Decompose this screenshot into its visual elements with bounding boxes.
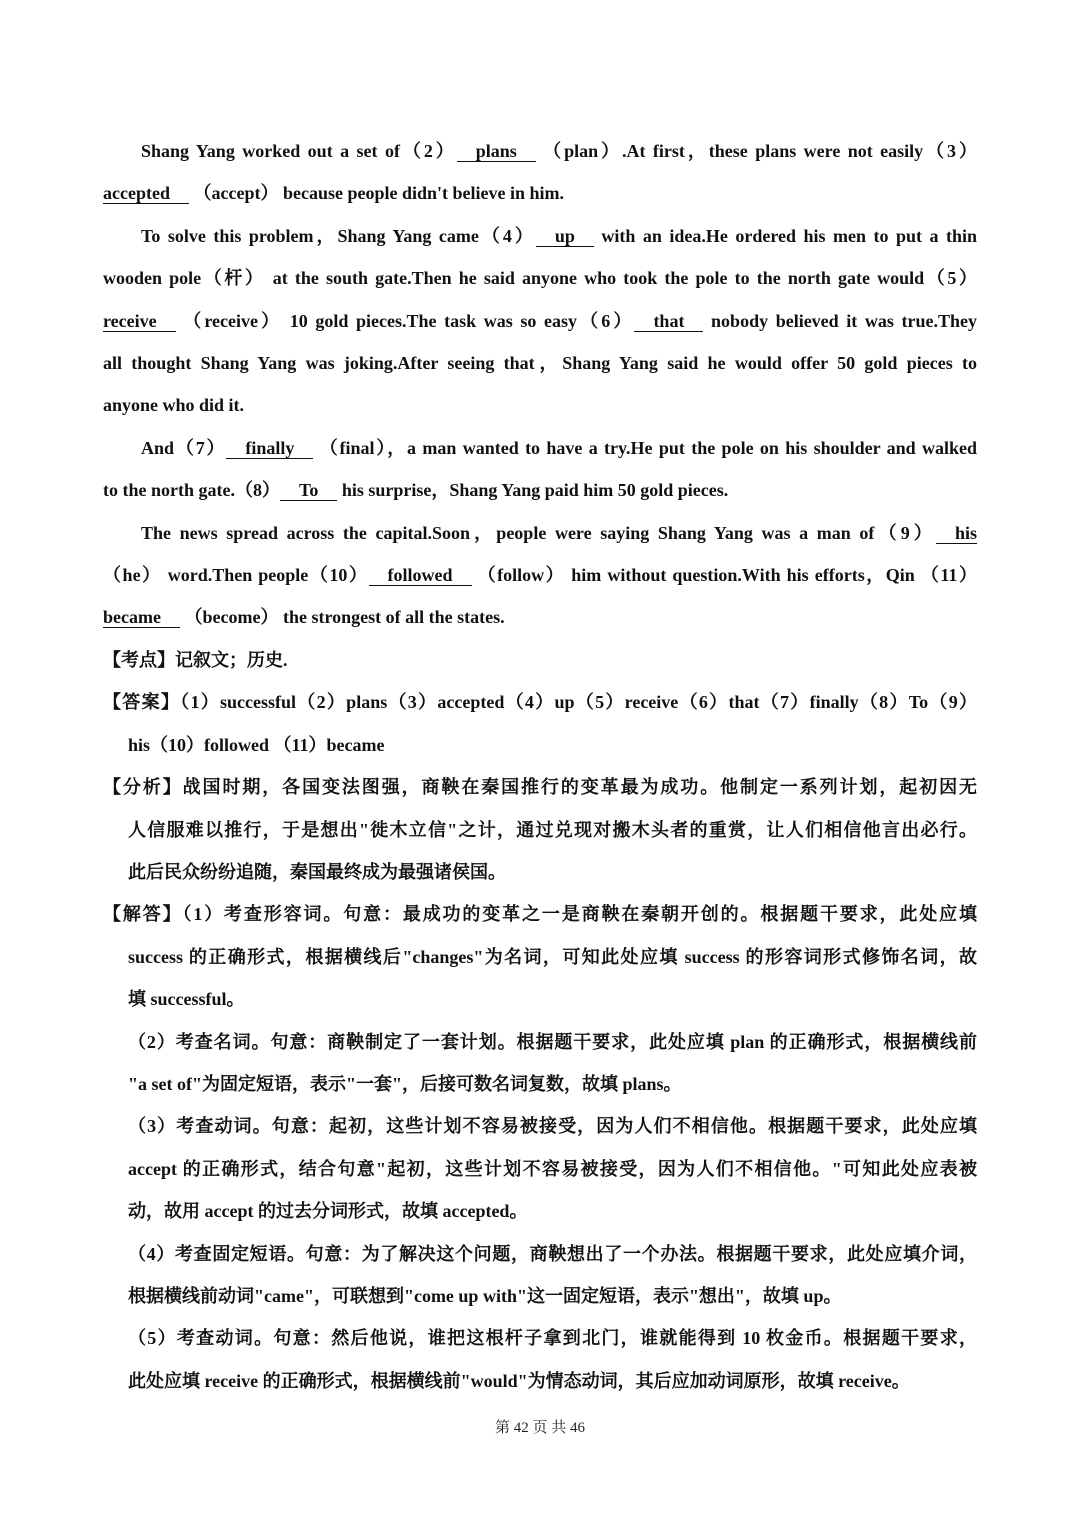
explanation-line bbox=[128, 1063, 977, 1105]
explanation-text: "a set of"为固定短语，表示"一套"，后接可数名词复数，故填 plans。 bbox=[128, 1073, 682, 1094]
answer-blank-5: receive bbox=[103, 311, 176, 332]
explanation-line bbox=[128, 978, 977, 1020]
explanation-text: 动，故用 accept 的过去分词形式，故填 accepted。 bbox=[128, 1201, 528, 1222]
answer-key-line bbox=[103, 681, 977, 723]
explanation-line bbox=[128, 1105, 977, 1147]
explanation-line bbox=[128, 1021, 977, 1063]
answer-key-text: his（10）followed （11）became bbox=[128, 734, 385, 755]
explanation-line bbox=[128, 1233, 977, 1275]
explanation-text: （1）考查形容词。句意：最成功的变革之一是商鞅在秦朝开创的。根据题干要求，此处应填 bbox=[182, 904, 978, 925]
passage-text: anyone who did it. bbox=[103, 395, 245, 416]
explanation-line bbox=[128, 1360, 977, 1402]
explanation-line bbox=[128, 1275, 977, 1317]
passage-line bbox=[103, 257, 977, 299]
passage-text: （plan）.At first，these plans were not easily（3） bbox=[535, 141, 977, 161]
passage-text: nobody believed it was true.They bbox=[703, 310, 978, 331]
explanation-text: 根据横线前动词"came"，可联想到"come up with"这一固定短语，表示"想出"，故填 up。 bbox=[128, 1285, 842, 1306]
reading-passage bbox=[103, 130, 977, 639]
passage-line bbox=[103, 384, 977, 426]
passage-text: wooden pole（杆） at the south gate.Then he said anyone who took the pole to the north gate would（5） bbox=[103, 268, 977, 289]
explanation-line bbox=[103, 893, 977, 935]
answer-key-text: （1）successful（2）plans（3）accepted（4）up（5）receive（6）that（7）finally（8）To（9） bbox=[180, 692, 977, 713]
passage-text: And（7） bbox=[141, 437, 227, 458]
passage-line bbox=[103, 427, 977, 469]
passage-line bbox=[103, 172, 977, 214]
answer-label: 【答案】 bbox=[103, 692, 181, 713]
answer-blank-8: To bbox=[280, 480, 337, 501]
answer-blank-10: followed bbox=[369, 565, 472, 586]
answer-blank-3: accepted bbox=[103, 183, 189, 204]
passage-line bbox=[103, 215, 977, 257]
answer-blank-11: became bbox=[103, 607, 180, 628]
answer-blank-2: plans bbox=[457, 141, 536, 162]
analysis-line bbox=[128, 809, 977, 851]
explanation-text: accept 的正确形式，结合句意"起初，这些计划不容易被接受，因为人们不相信他。"可知此处应表被 bbox=[128, 1158, 977, 1179]
kaodian-line bbox=[103, 639, 977, 681]
analysis-line bbox=[128, 851, 977, 893]
explanation-line bbox=[128, 1148, 977, 1190]
passage-text: （final），a man wanted to have a try.He put the pole on his shoulder and walked bbox=[313, 437, 977, 458]
page-number: 第 42 页 共 46 bbox=[494, 1420, 585, 1436]
analysis-label: 【分析】 bbox=[103, 777, 183, 798]
explanation-label: 【解答】 bbox=[103, 904, 183, 925]
passage-line bbox=[103, 130, 977, 172]
analysis-text: 此后民众纷纷追随，秦国最终成为最强诸侯国。 bbox=[128, 861, 506, 882]
passage-text: his surprise，Shang Yang paid him 50 gold pieces. bbox=[337, 480, 729, 501]
explanation-text: success 的正确形式，根据横线后"changes"为名词，可知此处应填 success 的形容词形式修饰名词，故 bbox=[128, 946, 977, 967]
answer-key-line bbox=[128, 724, 977, 766]
passage-line bbox=[103, 300, 977, 342]
explanation-line bbox=[128, 936, 977, 978]
passage-line bbox=[103, 469, 977, 511]
answer-blank-7: finally bbox=[226, 438, 313, 459]
explanation-text: （5）考查动词。句意：然后他说，谁把这根杆子拿到北门，谁就能得到 10 枚金币。根据题干要求， bbox=[128, 1328, 977, 1349]
passage-text: （he） word.Then people（10） bbox=[103, 565, 369, 586]
passage-text: The news spread across the capital.Soon，people were saying Shang Yang was a man of（9） bbox=[141, 522, 936, 543]
passage-text: （become） the strongest of all the states. bbox=[179, 607, 505, 628]
page-footer bbox=[0, 1418, 1080, 1438]
document-page bbox=[103, 130, 977, 1402]
kaodian-text: 记叙文；历史. bbox=[175, 649, 288, 670]
explanation-line bbox=[128, 1317, 977, 1359]
passage-line bbox=[103, 342, 977, 384]
passage-line bbox=[103, 512, 977, 554]
analysis-text: 人信服难以推行，于是想出"徙木立信"之计，通过兑现对搬木头者的重赏，让人们相信他言出必行。 bbox=[128, 819, 977, 840]
passage-line bbox=[103, 596, 977, 638]
analysis-line bbox=[103, 766, 977, 808]
passage-text: （accept） because people didn't believe in him. bbox=[188, 183, 564, 204]
passage-text: （receive） 10 gold pieces.The task was so easy（6） bbox=[175, 310, 635, 331]
passage-text: all thought Shang Yang was joking.After seeing that，Shang Yang said he would offer 50 gold pieces to bbox=[103, 353, 977, 374]
solution-section bbox=[103, 639, 977, 1402]
passage-text: （follow） him without question.With his efforts，Qin （11） bbox=[471, 565, 977, 586]
passage-text: To solve this problem，Shang Yang came（4） bbox=[141, 225, 536, 246]
passage-line bbox=[103, 554, 977, 596]
answer-blank-9: his bbox=[936, 523, 977, 544]
passage-text: Shang Yang worked out a set of（2） bbox=[141, 141, 457, 161]
explanation-text: （2）考查名词。句意：商鞅制定了一套计划。根据题干要求，此处应填 plan 的正确形式，根据横线前 bbox=[128, 1031, 977, 1052]
explanation-text: （3）考查动词。句意：起初，这些计划不容易被接受，因为人们不相信他。根据题干要求，此处应填 bbox=[128, 1116, 977, 1137]
passage-text: with an idea.He ordered his men to put a thin bbox=[593, 225, 977, 246]
passage-text: to the north gate.（8） bbox=[103, 480, 280, 501]
analysis-text: 战国时期，各国变法图强，商鞅在秦国推行的变革最为成功。他制定一系列计划，起初因无 bbox=[182, 777, 978, 798]
explanation-text: 此处应填 receive 的正确形式，根据横线前"would"为情态动词，其后应加动词原形，故填 receive。 bbox=[128, 1370, 910, 1391]
explanation-line bbox=[128, 1190, 977, 1232]
kaodian-label: 【考点】 bbox=[103, 649, 175, 670]
answer-blank-4: up bbox=[536, 226, 594, 247]
explanation-text: 填 successful。 bbox=[128, 989, 245, 1010]
answer-blank-6: that bbox=[634, 311, 703, 332]
explanation-text: （4）考查固定短语。句意：为了解决这个问题，商鞅想出了一个办法。根据题干要求，此处应填介词， bbox=[128, 1243, 977, 1264]
